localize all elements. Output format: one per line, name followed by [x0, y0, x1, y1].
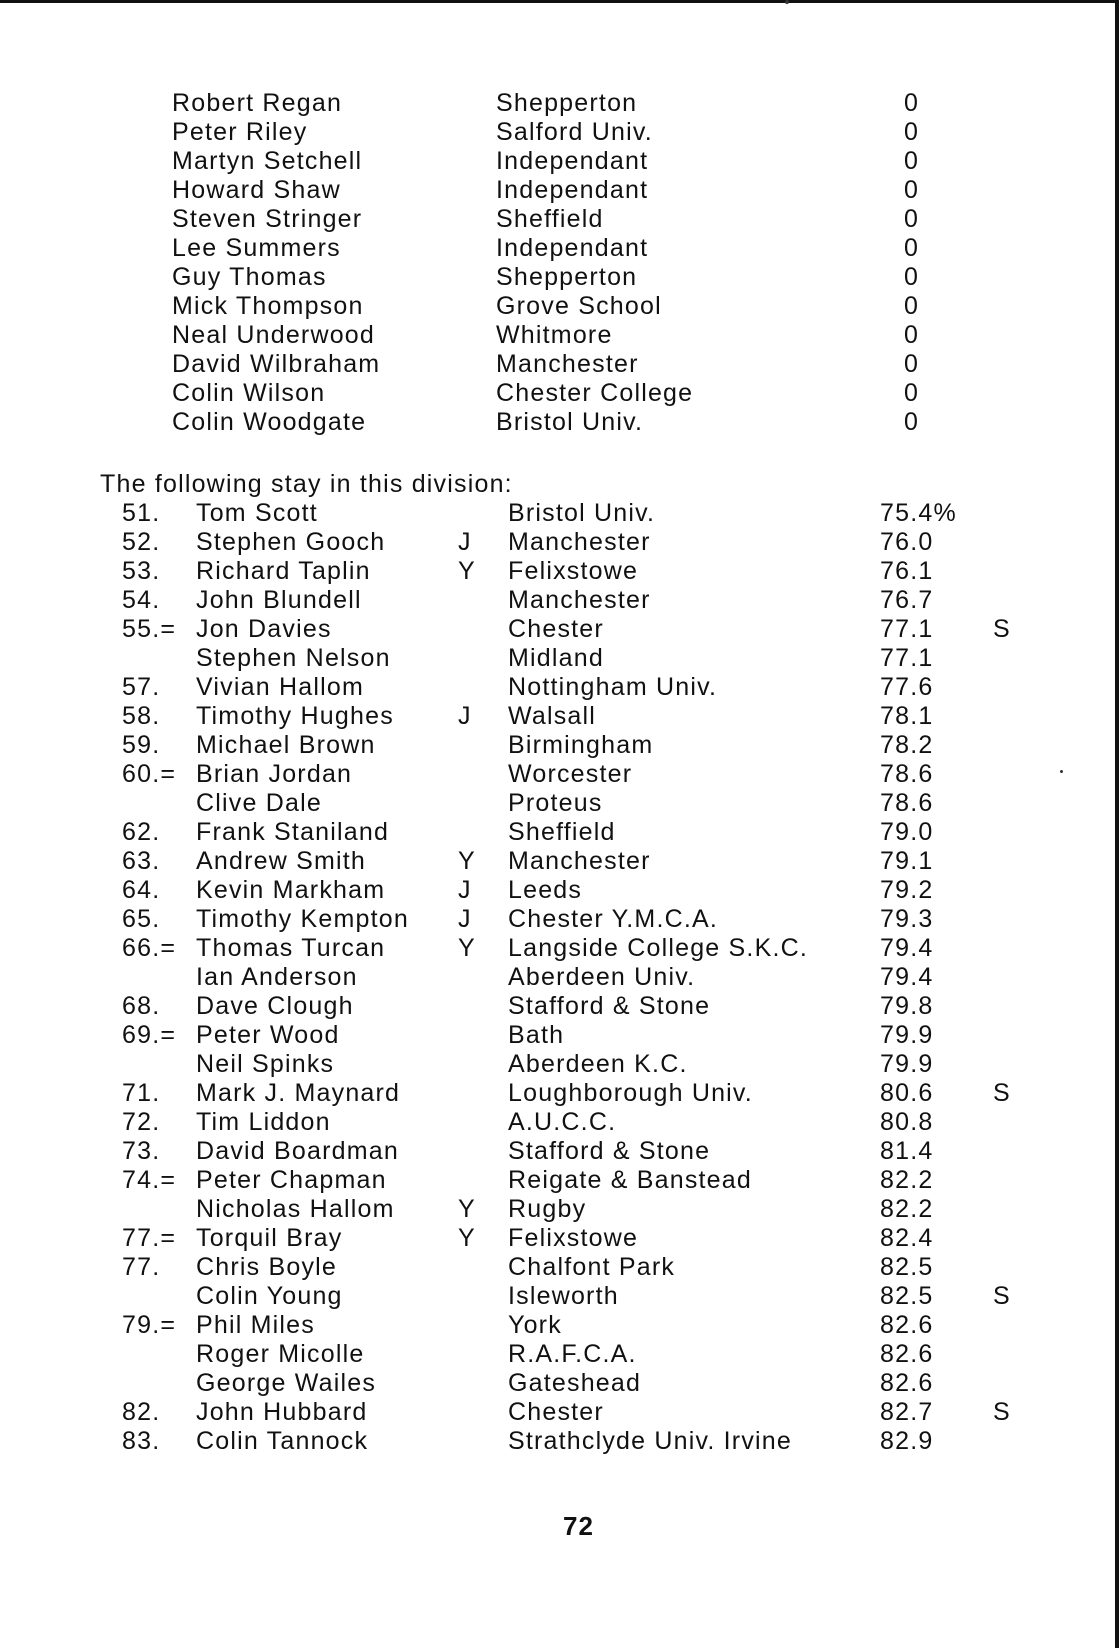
- table-row: [0, 527, 1100, 557]
- entrant-club: A.U.C.C.: [508, 1108, 617, 1136]
- entrant-name: Howard Shaw: [172, 176, 341, 204]
- entrant-score: 81.4: [880, 1137, 934, 1165]
- entrant-club: Proteus: [508, 789, 603, 817]
- entrant-position: 64.: [122, 876, 161, 904]
- table-row: [0, 991, 1100, 1021]
- entrant-position: 53.: [122, 557, 161, 585]
- entrant-score: 79.0: [880, 818, 934, 846]
- entrant-name: Tom Scott: [196, 499, 318, 527]
- entrant-club: Nottingham Univ.: [508, 673, 718, 701]
- entrant-name: Kevin Markham: [196, 876, 386, 904]
- entrant-club: Birmingham: [508, 731, 654, 759]
- entrant-score: 79.1: [880, 847, 934, 875]
- entrant-name: Michael Brown: [196, 731, 376, 759]
- table-row: [0, 788, 1100, 818]
- entrant-name: Clive Dale: [196, 789, 322, 817]
- table-row: [0, 875, 1100, 905]
- entrant-club: Bristol Univ.: [508, 499, 656, 527]
- table-row: [0, 1397, 1100, 1427]
- entrant-name: David Wilbraham: [172, 350, 381, 378]
- entrant-position: 62.: [122, 818, 161, 846]
- entrant-score: 82.4: [880, 1224, 934, 1252]
- entrant-score: 77.1: [880, 615, 934, 643]
- entrant-club: Worcester: [508, 760, 633, 788]
- entrant-club: Aberdeen Univ.: [508, 963, 696, 991]
- table-row: [0, 1194, 1100, 1224]
- entrant-score: 78.6: [880, 760, 934, 788]
- entrant-club: Sheffield: [496, 205, 604, 233]
- table-row: [0, 1107, 1100, 1137]
- entrant-club: Aberdeen K.C.: [508, 1050, 688, 1078]
- entrant-note: S: [993, 1079, 1011, 1107]
- entrant-name: Stephen Gooch: [196, 528, 386, 556]
- list-item: [0, 262, 1100, 292]
- entrant-position: 74.=: [122, 1166, 177, 1194]
- entrant-category: Y: [458, 557, 476, 585]
- entrant-club: Leeds: [508, 876, 583, 904]
- entrant-name: Nicholas Hallom: [196, 1195, 395, 1223]
- table-row: [0, 1078, 1100, 1108]
- table-row: [0, 1165, 1100, 1195]
- entrant-club: Shepperton: [496, 263, 638, 291]
- entrant-club: Stafford & Stone: [508, 992, 711, 1020]
- entrant-score: 0: [904, 147, 920, 175]
- entrant-club: Manchester: [508, 586, 651, 614]
- table-row: [0, 643, 1100, 673]
- entrant-score: 82.5: [880, 1253, 934, 1281]
- entrant-score: 76.7: [880, 586, 934, 614]
- entrant-score: 82.6: [880, 1311, 934, 1339]
- entrant-name: George Wailes: [196, 1369, 377, 1397]
- entrant-position: 54.: [122, 586, 161, 614]
- entrant-score: 0: [904, 321, 920, 349]
- list-item: [0, 204, 1100, 234]
- list-item: [0, 291, 1100, 321]
- division-heading: The following stay in this division:: [100, 470, 513, 498]
- entrant-position: 72.: [122, 1108, 161, 1136]
- entrant-name: Phil Miles: [196, 1311, 315, 1339]
- entrant-name: Ian Anderson: [196, 963, 358, 991]
- entrant-name: John Hubbard: [196, 1398, 368, 1426]
- entrant-club: Grove School: [496, 292, 662, 320]
- entrant-score: 76.1: [880, 557, 934, 585]
- entrant-club: Felixstowe: [508, 557, 639, 585]
- entrant-club: Independant: [496, 147, 649, 175]
- entrant-name: Dave Clough: [196, 992, 354, 1020]
- table-row: [0, 730, 1100, 760]
- entrant-category: J: [458, 876, 472, 904]
- list-item: [0, 146, 1100, 176]
- entrant-score: 0: [904, 118, 920, 146]
- entrant-score: 75.4%: [880, 499, 957, 527]
- entrant-name: Peter Wood: [196, 1021, 340, 1049]
- entrant-score: 0: [904, 350, 920, 378]
- entrant-position: 69.=: [122, 1021, 177, 1049]
- table-row: [0, 701, 1100, 731]
- entrant-category: Y: [458, 847, 476, 875]
- entrant-name: Vivian Hallom: [196, 673, 364, 701]
- entrant-score: 79.9: [880, 1021, 934, 1049]
- table-row: [0, 585, 1100, 615]
- entrant-position: 79.=: [122, 1311, 177, 1339]
- entrant-name: Andrew Smith: [196, 847, 367, 875]
- entrant-name: Stephen Nelson: [196, 644, 391, 672]
- table-row: [0, 614, 1100, 644]
- entrant-position: 71.: [122, 1079, 161, 1107]
- entrant-club: Salford Univ.: [496, 118, 653, 146]
- entrant-score: 82.6: [880, 1369, 934, 1397]
- entrant-score: 0: [904, 234, 920, 262]
- entrant-name: Colin Tannock: [196, 1427, 369, 1455]
- entrant-club: Chester: [508, 615, 604, 643]
- table-row: [0, 556, 1100, 586]
- table-row: [0, 1339, 1100, 1369]
- entrant-club: Stafford & Stone: [508, 1137, 711, 1165]
- entrant-score: 79.3: [880, 905, 934, 933]
- list-item: [0, 349, 1100, 379]
- entrant-name: Roger Micolle: [196, 1340, 365, 1368]
- entrant-name: Colin Woodgate: [172, 408, 367, 436]
- entrant-name: Steven Stringer: [172, 205, 363, 233]
- entrant-score: 82.6: [880, 1340, 934, 1368]
- entrant-name: Mick Thompson: [172, 292, 364, 320]
- entrant-club: Manchester: [496, 350, 639, 378]
- entrant-name: Neil Spinks: [196, 1050, 335, 1078]
- entrant-category: Y: [458, 934, 476, 962]
- entrant-score: 79.9: [880, 1050, 934, 1078]
- entrant-position: 82.: [122, 1398, 161, 1426]
- entrant-name: Colin Young: [196, 1282, 343, 1310]
- entrant-name: David Boardman: [196, 1137, 400, 1165]
- entrant-name: Timothy Kempton: [196, 905, 409, 933]
- table-row: [0, 1252, 1100, 1282]
- entrant-score: 79.4: [880, 963, 934, 991]
- entrant-name: Frank Staniland: [196, 818, 390, 846]
- entrant-club: Bath: [508, 1021, 565, 1049]
- list-item: [0, 378, 1100, 408]
- entrant-note: S: [993, 1398, 1011, 1426]
- table-row: [0, 1281, 1100, 1311]
- entrant-club: Chester: [508, 1398, 604, 1426]
- entrant-club: Strathclyde Univ. Irvine: [508, 1427, 792, 1455]
- entrant-name: Neal Underwood: [172, 321, 376, 349]
- entrant-club: Walsall: [508, 702, 597, 730]
- entrant-score: 80.6: [880, 1079, 934, 1107]
- entrant-position: 60.=: [122, 760, 177, 788]
- entrant-score: 79.2: [880, 876, 934, 904]
- entrant-score: 0: [904, 263, 920, 291]
- table-row: [0, 672, 1100, 702]
- entrant-club: Bristol Univ.: [496, 408, 644, 436]
- entrant-score: 77.6: [880, 673, 934, 701]
- entrant-name: Thomas Turcan: [196, 934, 386, 962]
- entrant-position: 65.: [122, 905, 161, 933]
- entrant-name: Colin Wilson: [172, 379, 326, 407]
- entrant-name: Jon Davies: [196, 615, 332, 643]
- table-row: [0, 1223, 1100, 1253]
- entrant-club: Manchester: [508, 847, 651, 875]
- entrant-category: Y: [458, 1195, 476, 1223]
- right-border: [1115, 0, 1119, 1648]
- entrant-score: 78.6: [880, 789, 934, 817]
- entrant-score: 0: [904, 292, 920, 320]
- entrant-club: Independant: [496, 234, 649, 262]
- entrant-score: 80.8: [880, 1108, 934, 1136]
- entrant-name: Tim Liddon: [196, 1108, 331, 1136]
- table-row: [0, 759, 1100, 789]
- entrant-position: 58.: [122, 702, 161, 730]
- entrant-score: 0: [904, 205, 920, 233]
- entrant-position: 68.: [122, 992, 161, 1020]
- entrant-score: 0: [904, 176, 920, 204]
- entrant-note: S: [993, 615, 1011, 643]
- table-row: [0, 1426, 1100, 1456]
- entrant-position: 77.=: [122, 1224, 177, 1252]
- entrant-name: Chris Boyle: [196, 1253, 338, 1281]
- entrant-club: Whitmore: [496, 321, 613, 349]
- entrant-club: Chester Y.M.C.A.: [508, 905, 719, 933]
- entrant-name: Brian Jordan: [196, 760, 353, 788]
- entrant-score: 77.1: [880, 644, 934, 672]
- entrant-score: 82.2: [880, 1166, 934, 1194]
- entrant-position: 59.: [122, 731, 161, 759]
- entrant-category: Y: [458, 1224, 476, 1252]
- table-row: [0, 498, 1100, 528]
- entrant-score: 82.9: [880, 1427, 934, 1455]
- page-number: 72: [563, 1511, 594, 1541]
- entrant-score: 0: [904, 408, 920, 436]
- list-item: [0, 407, 1100, 437]
- table-row: [0, 962, 1100, 992]
- list-item: [0, 233, 1100, 263]
- entrant-name: Timothy Hughes: [196, 702, 394, 730]
- scan-speck: [785, 0, 789, 4]
- entrant-name: Robert Regan: [172, 89, 343, 117]
- list-item: [0, 175, 1100, 205]
- entrant-name: Peter Riley: [172, 118, 308, 146]
- entrant-name: Lee Summers: [172, 234, 341, 262]
- entrant-category: J: [458, 528, 472, 556]
- entrant-name: John Blundell: [196, 586, 362, 614]
- entrant-position: 83.: [122, 1427, 161, 1455]
- table-row: [0, 1049, 1100, 1079]
- entrant-name: Mark J. Maynard: [196, 1079, 401, 1107]
- entrant-club: Sheffield: [508, 818, 616, 846]
- entrant-score: 0: [904, 379, 920, 407]
- entrant-position: 73.: [122, 1137, 161, 1165]
- entrant-club: Independant: [496, 176, 649, 204]
- entrant-score: 79.4: [880, 934, 934, 962]
- entrant-score: 79.8: [880, 992, 934, 1020]
- entrant-club: Shepperton: [496, 89, 638, 117]
- table-row: [0, 1136, 1100, 1166]
- entrant-club: Manchester: [508, 528, 651, 556]
- entrant-score: 82.7: [880, 1398, 934, 1426]
- entrant-name: Martyn Setchell: [172, 147, 363, 175]
- list-item: [0, 320, 1100, 350]
- entrant-name: Torquil Bray: [196, 1224, 343, 1252]
- entrant-score: 78.1: [880, 702, 934, 730]
- entrant-score: 82.2: [880, 1195, 934, 1223]
- entrant-score: 76.0: [880, 528, 934, 556]
- table-row: [0, 846, 1100, 876]
- entrant-club: Reigate & Banstead: [508, 1166, 752, 1194]
- entrant-position: 51.: [122, 499, 161, 527]
- entrant-club: R.A.F.C.A.: [508, 1340, 637, 1368]
- entrant-name: Richard Taplin: [196, 557, 371, 585]
- entrant-note: S: [993, 1282, 1011, 1310]
- list-item: [0, 117, 1100, 147]
- entrant-category: J: [458, 905, 472, 933]
- top-border: [0, 0, 1119, 3]
- entrant-club: Langside College S.K.C.: [508, 934, 808, 962]
- table-row: [0, 1020, 1100, 1050]
- list-item: [0, 88, 1100, 118]
- entrant-name: Guy Thomas: [172, 263, 327, 291]
- entrant-position: 55.=: [122, 615, 177, 643]
- entrant-score: 82.5: [880, 1282, 934, 1310]
- entrant-club: Gateshead: [508, 1369, 642, 1397]
- entrant-club: Midland: [508, 644, 604, 672]
- entrant-position: 52.: [122, 528, 161, 556]
- table-row: [0, 904, 1100, 934]
- entrant-category: J: [458, 702, 472, 730]
- entrant-club: Rugby: [508, 1195, 587, 1223]
- entrant-club: Felixstowe: [508, 1224, 639, 1252]
- entrant-position: 66.=: [122, 934, 177, 962]
- table-row: [0, 817, 1100, 847]
- entrant-club: Chester College: [496, 379, 694, 407]
- table-row: [0, 1368, 1100, 1398]
- table-row: [0, 1310, 1100, 1340]
- entrant-club: Chalfont Park: [508, 1253, 676, 1281]
- entrant-name: Peter Chapman: [196, 1166, 387, 1194]
- entrant-position: 63.: [122, 847, 161, 875]
- entrant-score: 78.2: [880, 731, 934, 759]
- entrant-position: 57.: [122, 673, 161, 701]
- table-row: [0, 933, 1100, 963]
- entrant-score: 0: [904, 89, 920, 117]
- entrant-club: Isleworth: [508, 1282, 619, 1310]
- entrant-club: Loughborough Univ.: [508, 1079, 753, 1107]
- entrant-club: York: [508, 1311, 562, 1339]
- entrant-position: 77.: [122, 1253, 161, 1281]
